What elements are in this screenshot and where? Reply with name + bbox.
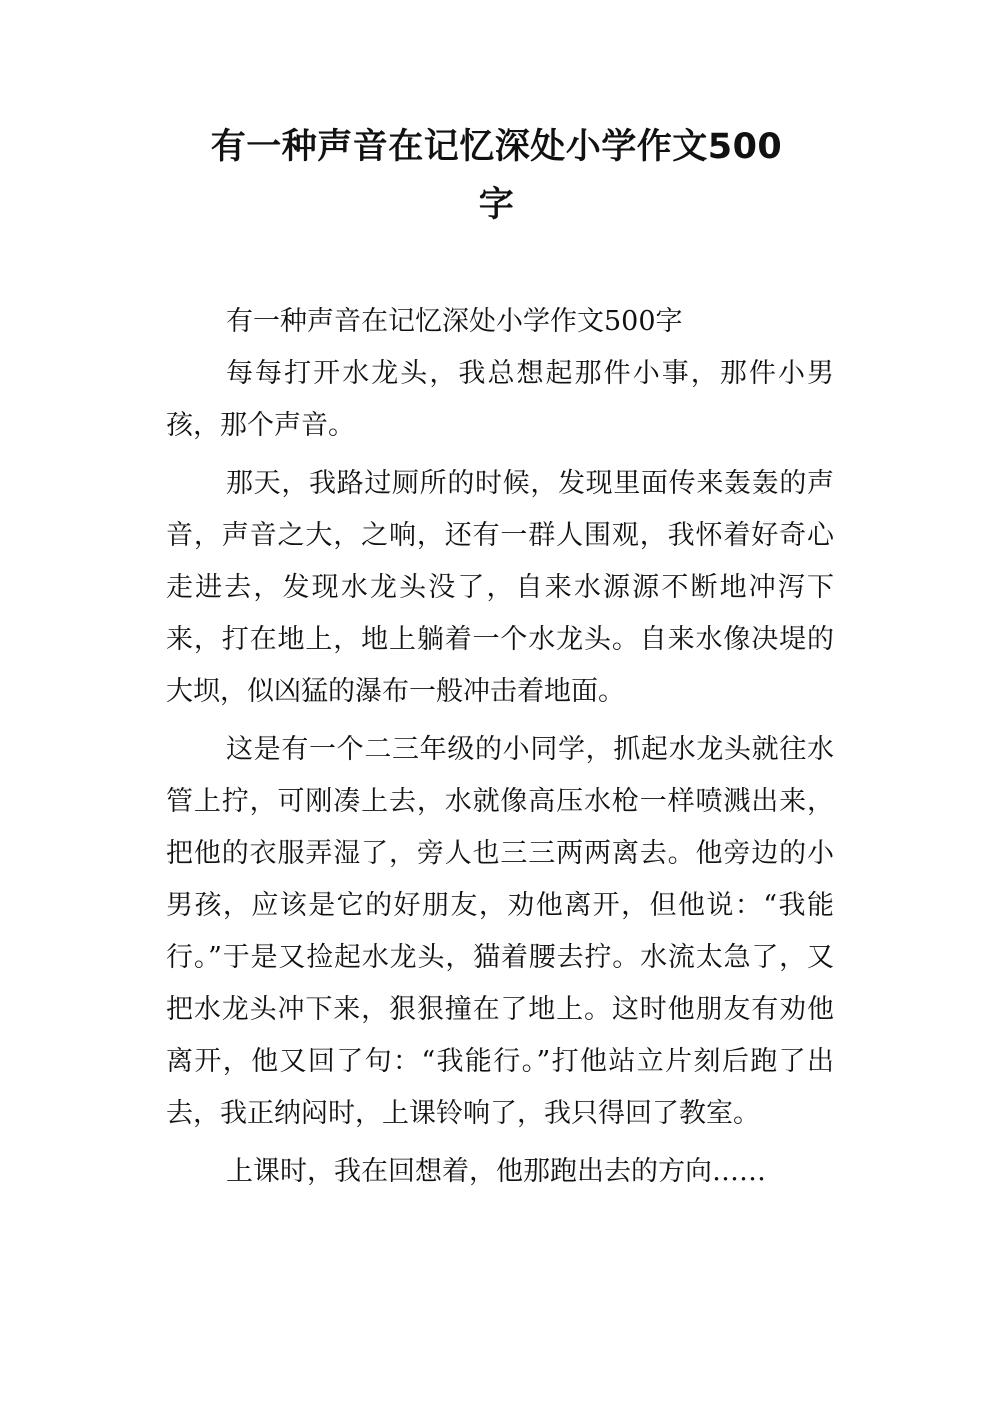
paragraph-3: 这是有一个二三年级的小同学，抓起水龙头就往水管上拧，可刚凑上去，水就像高压水枪一样喷溅出来，把他的衣服弄湿了，旁人也三三两两离去。他旁边的小男孩，应该是它的好朋友，劝他离开，但他说：“我能行。”于是又捡起水龙头，猫着腰去拧。水流太急了，又把水龙头冲下来，狠狠撞在了地上。这时他朋友有劝他离开，他又回了句：“我能行。”打他站立片刻后跑了出去，我正纳闷时，上课铃响了，我只得回了教室。 <box>166 734 834 1129</box>
page-title <box>150 118 843 234</box>
paragraph-2: 那天，我路过厕所的时候，发现里面传来轰轰的声音，声音之大，之响，还有一群人围观，我怀着好奇心走进去，发现水龙头没了，自来水源源不断地冲泻下来，打在地上，地上躺着一个水龙头。自来水像决堤的大坝，似凶猛的瀑布一般冲击着地面。 <box>166 468 834 707</box>
title-line-2: 字 <box>478 185 515 225</box>
paragraph-4: 上课时，我在回想着，他那跑出去的方向…… <box>226 1156 766 1187</box>
paragraph-1: 每每打开水龙头，我总想起那件小事，那件小男孩，那个声音。 <box>166 358 834 441</box>
title-line-1: 有一种声音在记忆深处小学作文500 <box>210 127 783 167</box>
paragraph-heading: 有一种声音在记忆深处小学作文500字 <box>226 306 683 337</box>
article-body <box>166 296 834 1198</box>
